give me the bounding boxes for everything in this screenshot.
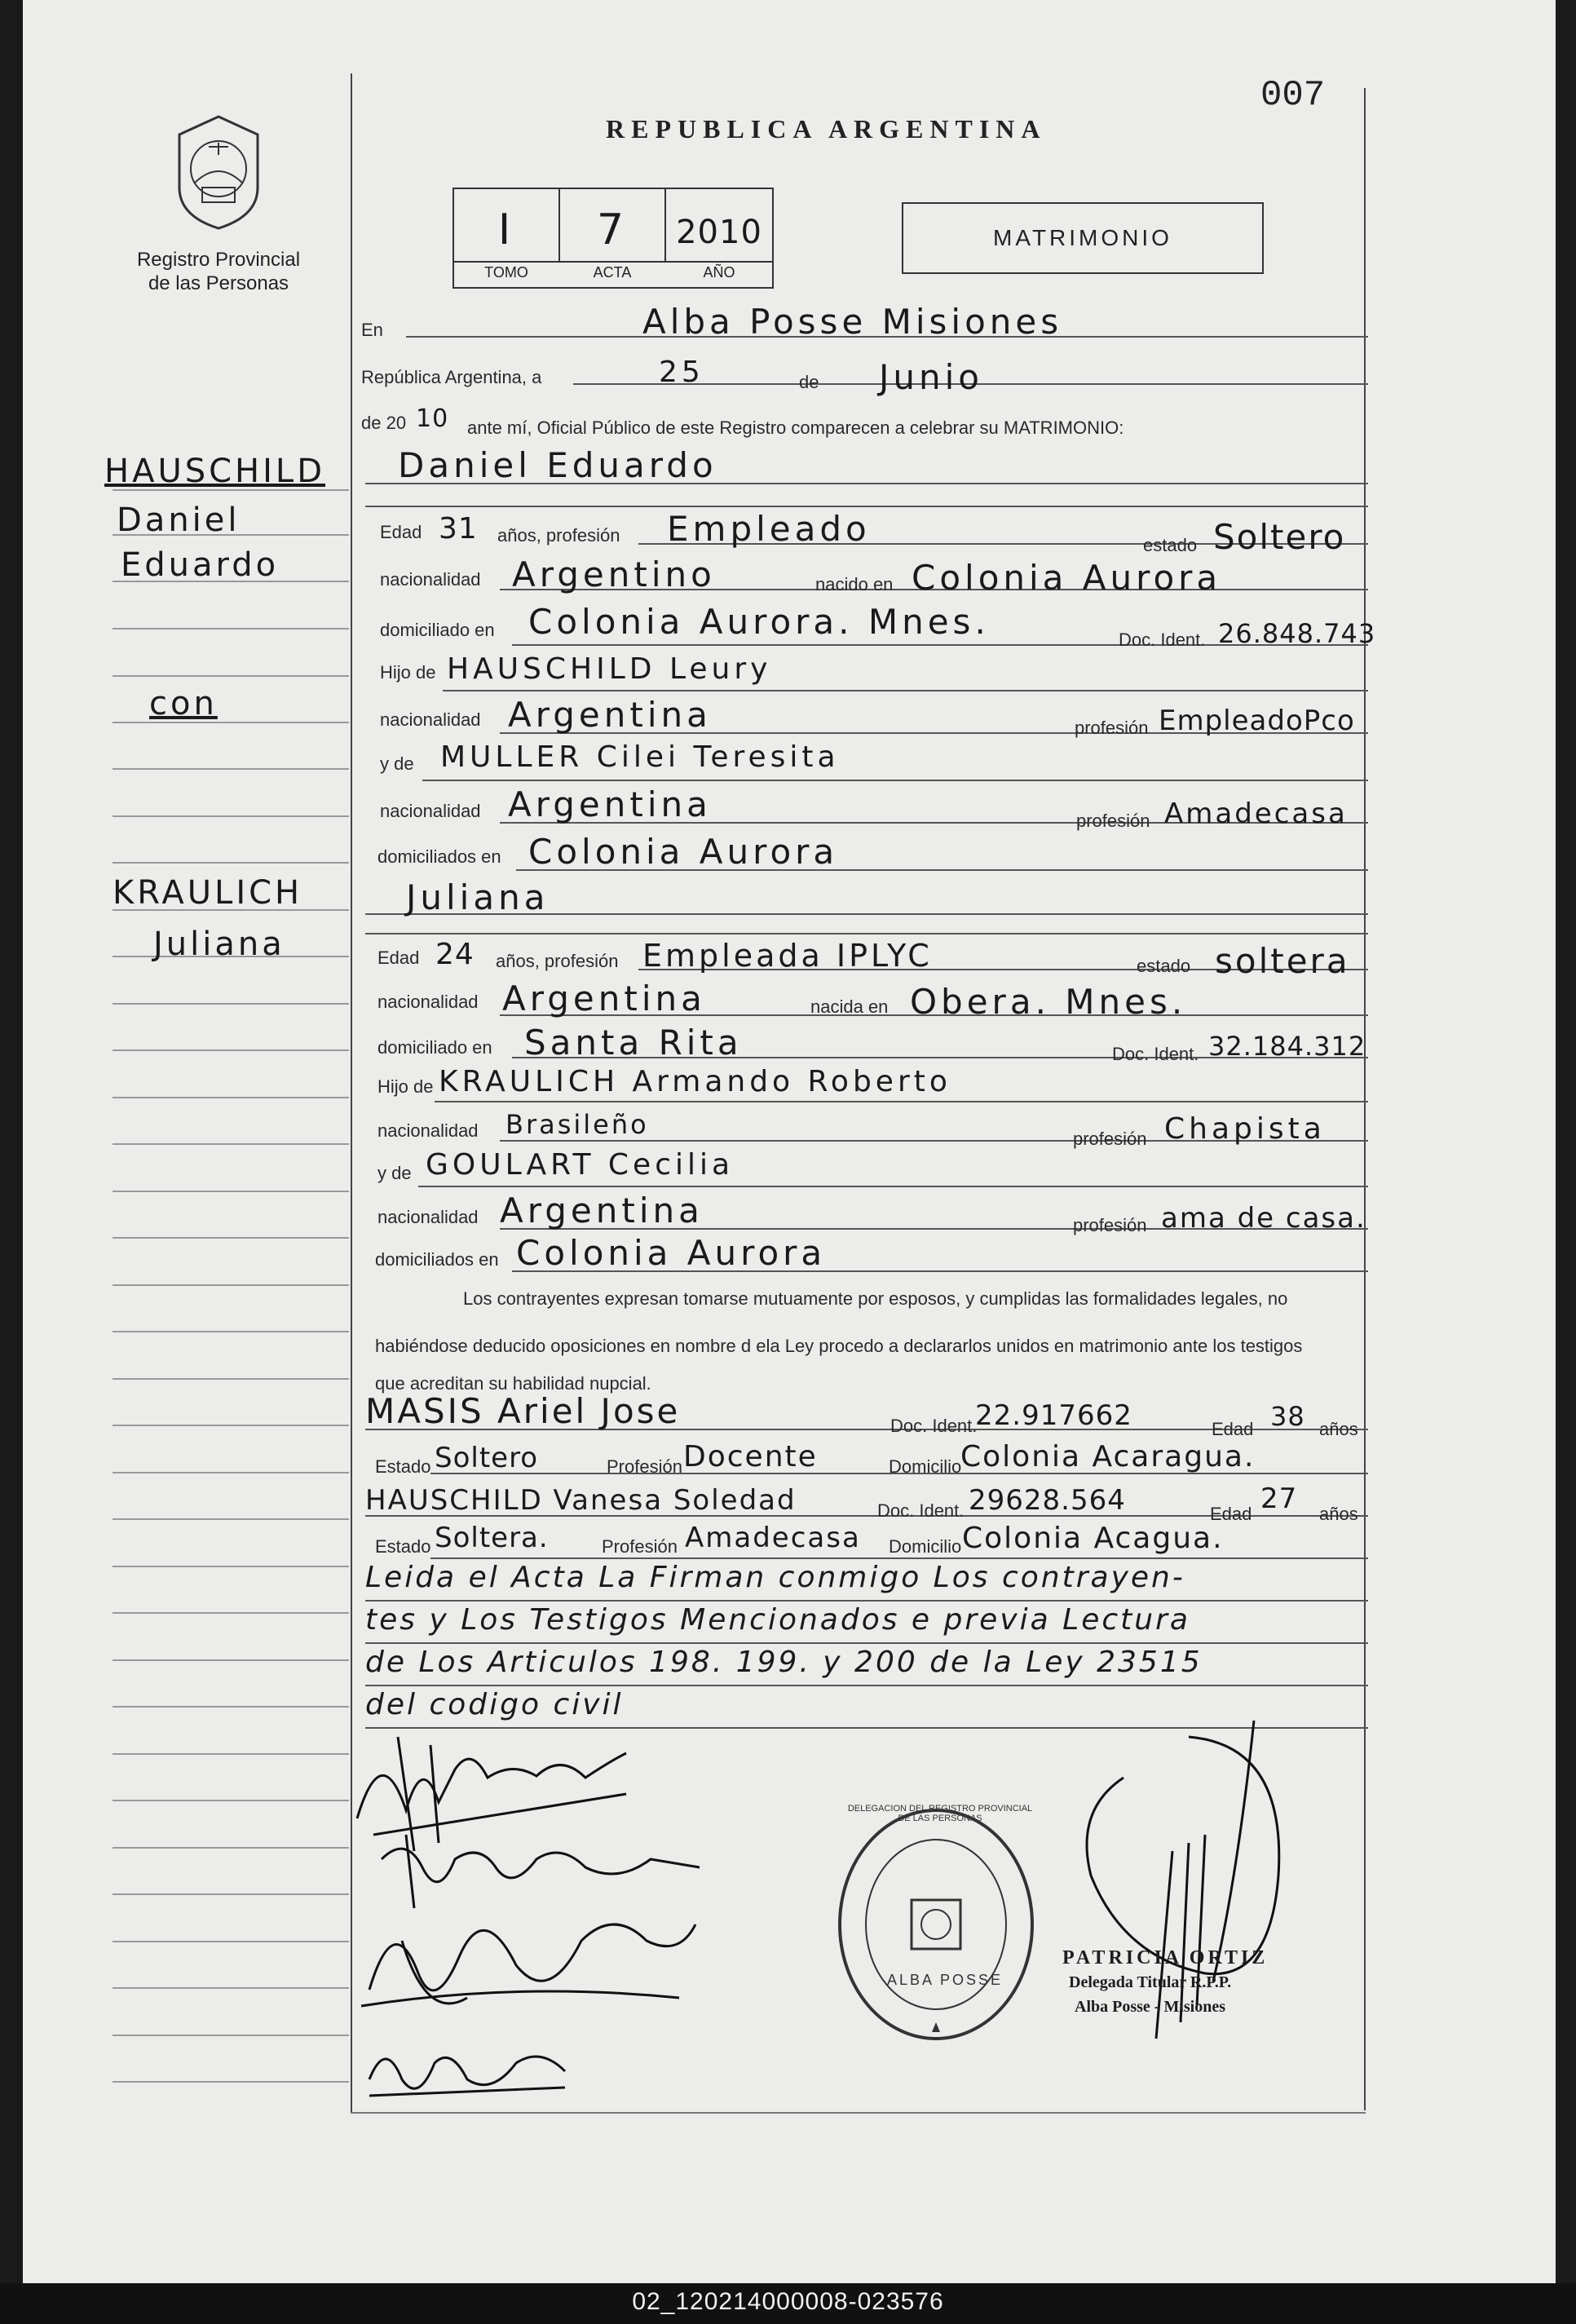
groom-mother-prof-label: profesión <box>1076 811 1150 831</box>
groom-mother-nationality: Argentina <box>508 784 712 824</box>
page-number: 007 <box>1260 75 1326 116</box>
witness2-doc-number: 29628.564 <box>969 1484 1126 1517</box>
witness2-edad-label: Edad <box>1210 1504 1252 1524</box>
acta-label: ACTA <box>593 264 632 281</box>
bride-doc-number: 32.184.312 <box>1208 1031 1366 1062</box>
witness1-profesion-label: Profesión <box>607 1456 682 1477</box>
groom-father-nationality: Argentina <box>508 695 712 735</box>
witness1-domicilio-label: Domicilio <box>889 1456 962 1477</box>
groom-status: Soltero <box>1213 517 1346 557</box>
groom-domicilio-label: domiciliado en <box>380 620 495 640</box>
bride-doc-label: Doc. Ident. <box>1112 1044 1199 1064</box>
note-line1: Leida el Acta La Firman conmigo Los contrayen- <box>365 1561 1185 1594</box>
witness1-anos-label: años <box>1319 1419 1358 1439</box>
bride-father-profession: Chapista <box>1164 1112 1326 1146</box>
bride-estado-label: estado <box>1137 956 1191 976</box>
declaration-line3: que acreditan su habilidad nupcial. <box>375 1373 651 1394</box>
witness2-signature <box>361 2030 573 2104</box>
groom-profession: Empleado <box>667 509 871 549</box>
groom-mother-nat-label: nacionalidad <box>380 801 481 821</box>
year-suffix: 10 <box>416 404 449 433</box>
witness2-age: 27 <box>1260 1482 1298 1515</box>
tomo-label: TOMO <box>484 264 528 281</box>
official-location: Alba Posse - Misiones <box>1075 1998 1225 2016</box>
footer-code: 02_120214000008-023576 <box>632 2288 944 2315</box>
province-seal-logo <box>170 110 267 232</box>
groom-edad-label: Edad <box>380 522 422 542</box>
official-name: PATRICIA ORTIZ <box>1062 1947 1269 1968</box>
bride-father: KRAULICH Armando Roberto <box>439 1065 951 1098</box>
place-value: Alba Posse Misiones <box>642 302 1063 342</box>
day-value: 25 <box>659 356 704 389</box>
witness2-doc-label: Doc. Ident. <box>877 1500 965 1521</box>
groom-father-label: Hijo de <box>380 662 436 683</box>
witness1-edad-label: Edad <box>1212 1419 1254 1439</box>
groom-parents-dom-label: domiciliados en <box>377 846 501 867</box>
witness1-age: 38 <box>1270 1401 1305 1432</box>
groom-profesion-label: años, profesión <box>497 525 620 546</box>
bride-parents-dom-label: domiciliados en <box>375 1249 499 1270</box>
witness1-estado-label: Estado <box>375 1456 431 1477</box>
bride-full-name: Juliana <box>406 877 550 917</box>
groom-father-nat-label: nacionalidad <box>380 709 481 730</box>
note-line4: del codigo civil <box>365 1688 624 1721</box>
bride-edad-label: Edad <box>377 948 420 968</box>
groom-domicile: Colonia Aurora. Mnes. <box>528 602 990 642</box>
bride-father-label: Hijo de <box>377 1076 434 1097</box>
groom-mother: MULLER Cilei Teresita <box>440 740 840 774</box>
groom-doc-label: Doc. Ident. <box>1119 630 1206 650</box>
bride-nacida-label: nacida en <box>810 996 889 1017</box>
witness2-profesion-label: Profesión <box>602 1536 678 1557</box>
groom-full-name: Daniel Eduardo <box>398 445 717 485</box>
groom-nacionalidad-label: nacionalidad <box>380 569 481 590</box>
bride-profesion-label: años, profesión <box>496 951 619 971</box>
groom-age: 31 <box>439 512 478 546</box>
witness2-domicile: Colonia Acagua. <box>962 1522 1224 1555</box>
acta-value: 7 <box>596 205 629 254</box>
groom-father: HAUSCHILD Leury <box>447 652 772 686</box>
bride-mother-label: y de <box>377 1163 412 1183</box>
bride-mother: GOULART Cecilia <box>426 1148 735 1182</box>
margin-groom-surname: HAUSCHILD <box>104 453 325 490</box>
document-page <box>23 0 1556 2283</box>
bride-mother-nationality: Argentina <box>500 1191 704 1230</box>
groom-mother-profession: Amadecasa <box>1164 797 1348 830</box>
seal-outer-text: DELEGACION DEL REGISTRO PROVINCIAL DE LAS PERSONAS <box>847 1804 1033 1823</box>
margin-groom-name2: Eduardo <box>121 546 280 584</box>
right-column-rule <box>1364 88 1366 2110</box>
groom-father-profession: EmpleadoPco <box>1159 705 1355 737</box>
groom-nationality: Argentino <box>512 554 716 594</box>
witness1-profession: Docente <box>683 1440 818 1473</box>
ano-label: AÑO <box>703 264 735 281</box>
declaration-line1: Los contrayentes expresan tomarse mutuamente por esposos, y cumplidas las formalidades legales, no <box>463 1288 1288 1309</box>
witness1-status: Soltero <box>435 1442 539 1474</box>
witness2-estado-label: Estado <box>375 1536 431 1557</box>
groom-mother-label: y de <box>380 753 414 774</box>
groom-father-prof-label: profesión <box>1075 718 1149 738</box>
witness1-doc-label: Doc. Ident. <box>890 1416 978 1436</box>
bride-profession: Empleada IPLYC <box>642 938 933 974</box>
declaration-line2: habiéndose deducido oposiciones en nombre d ela Ley procedo a declararlos unidos en matrimonio ante los testigos <box>375 1336 1303 1356</box>
official-seal-stamp <box>834 1802 1038 2047</box>
witness1-domicile: Colonia Acaragua. <box>960 1440 1256 1473</box>
bride-father-nat-label: nacionalidad <box>377 1120 479 1141</box>
intro-statement: ante mí, Oficial Público de este Registro comparecen a celebrar su MATRIMONIO: <box>467 418 1124 438</box>
witness1-name: MASIS Ariel Jose <box>365 1391 681 1431</box>
bride-mother-nat-label: nacionalidad <box>377 1207 479 1227</box>
bride-nacionalidad-label: nacionalidad <box>377 992 479 1012</box>
witness2-name: HAUSCHILD Vanesa Soledad <box>365 1484 797 1517</box>
margin-bride-name: Juliana <box>153 926 285 963</box>
official-title: Delegada Titular R.P.P. <box>1069 1973 1232 1991</box>
groom-nacido-label: nacido en <box>815 574 894 594</box>
witness1-doc-number: 22.917662 <box>975 1399 1132 1432</box>
groom-doc-number: 26.848.743 <box>1218 618 1376 649</box>
bride-birthplace: Obera. Mnes. <box>910 982 1187 1022</box>
bride-nationality: Argentina <box>502 979 706 1018</box>
witness2-domicilio-label: Domicilio <box>889 1536 962 1557</box>
bride-mother-prof-label: profesión <box>1073 1215 1147 1235</box>
year-prefix: de 20 <box>361 413 407 433</box>
registry-name-line1: Registro Provincial <box>136 249 301 271</box>
bride-father-prof-label: profesión <box>1073 1129 1147 1149</box>
witness2-status: Soltera. <box>435 1522 549 1554</box>
groom-birthplace: Colonia Aurora <box>912 558 1222 598</box>
margin-bride-surname: KRAULICH <box>113 874 303 912</box>
document-type-box: MATRIMONIO <box>902 202 1264 274</box>
seal-inner-text: ALBA POSSE <box>887 1972 1004 1988</box>
country-title: REPUBLICA ARGENTINA <box>606 114 1047 144</box>
month-value: Junio <box>879 357 983 397</box>
bride-status: soltera <box>1215 941 1350 981</box>
en-label: En <box>361 320 383 340</box>
bride-domicile: Santa Rita <box>524 1023 743 1063</box>
margin-connector: con <box>149 685 218 722</box>
ano-value: 2010 <box>676 214 762 251</box>
groom-parents-domicile: Colonia Aurora <box>528 832 839 872</box>
de-label: de <box>799 372 819 392</box>
note-line3: de Los Articulos 198. 199. y 200 de la Ley 23515 <box>365 1646 1203 1679</box>
witness2-profession: Amadecasa <box>685 1522 861 1554</box>
groom-estado-label: estado <box>1143 535 1198 555</box>
witness1-signature <box>353 1892 712 2030</box>
record-reference-box <box>452 188 774 289</box>
margin-groom-name1: Daniel <box>117 501 241 539</box>
bride-parents-domicile: Colonia Aurora <box>516 1233 827 1273</box>
bride-mother-profession: ama de casa. <box>1161 1202 1366 1235</box>
witness2-anos-label: años <box>1319 1504 1358 1524</box>
bride-father-nationality: Brasileño <box>505 1109 649 1140</box>
bride-domicilio-label: domiciliado en <box>377 1037 492 1058</box>
tomo-value: I <box>497 205 515 254</box>
bride-age: 24 <box>435 938 475 971</box>
note-line2: tes y Los Testigos Mencionados e previa Lectura <box>365 1603 1190 1637</box>
registry-name-line2: de las Personas <box>148 272 289 294</box>
republica-label: República Argentina, a <box>361 367 542 387</box>
